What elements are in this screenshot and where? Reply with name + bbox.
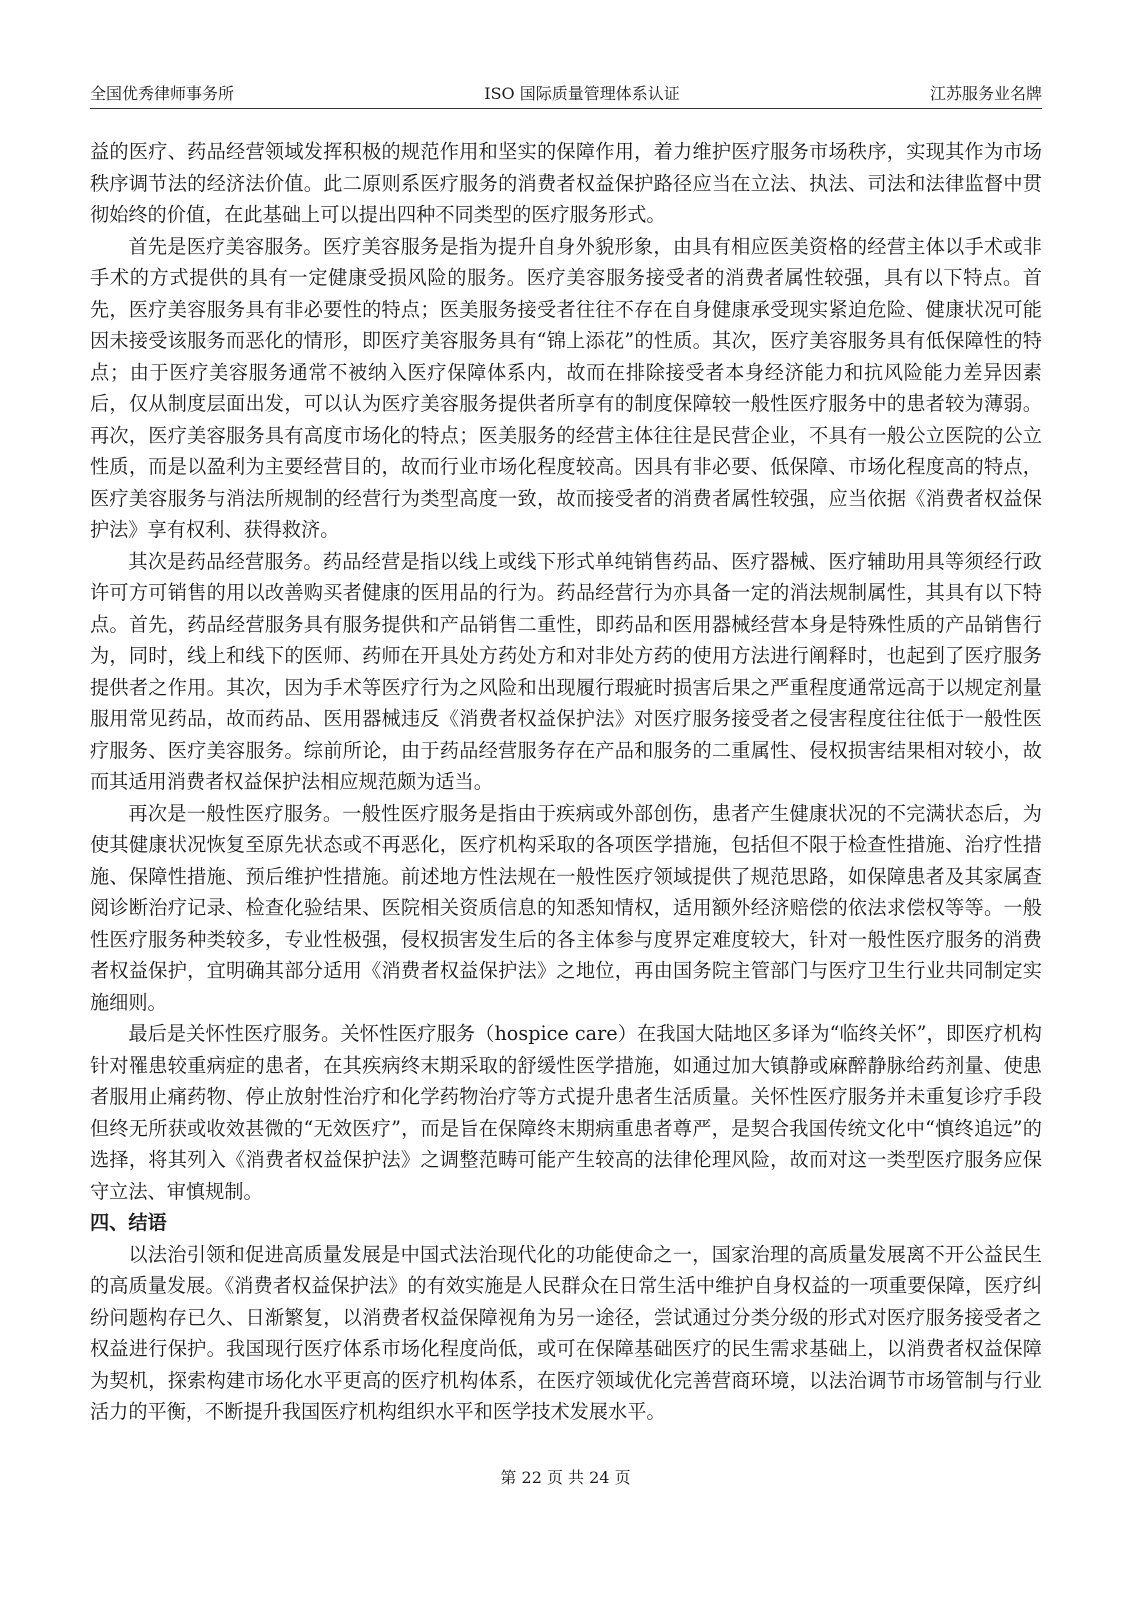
page-header <box>90 78 1042 109</box>
page-number: 第 22 页 共 24 页 <box>500 1468 631 1487</box>
section-heading-conclusion: 四、结语 <box>90 1211 167 1234</box>
paragraph-conclusion: 以法治引领和促进高质量发展是中国式法治现代化的功能使命之一，国家治理的高质量发展离不开公益民生的高质量发展。《消费者权益保护法》的有效实施是人民群众在日常生活中维护自身权益的一项重要保障，医疗纠纷问题构存已久、日渐繁复，以消费者权益保障视角为另一途径，尝试通过分类分级的形式对医疗服务接受者之权益进行保护。我国现行医疗体系市场化程度尚低，或可在保障基础医疗的民生需求基础上，以消费者权益保障为契机，探索构建市场化水平更高的医疗机构体系，在医疗领域优化完善营商环境，以法治调节市场管制与行业活力的平衡，不断提升我国医疗机构组织水平和医学技术发展水平。 <box>90 1242 1042 1423</box>
paragraph-medical-beauty: 首先是医疗美容服务。医疗美容服务是指为提升自身外貌形象，由具有相应医美资格的经营主体以手术或非手术的方式提供的具有一定健康受损风险的服务。医疗美容服务接受者的消费者属性较强，具有以下特点。首先，医疗美容服务具有非必要性的特点；医美服务接受者往往不存在自身健康承受现实紧迫危险、健康状况可能因未接受该服务而恶化的情形，即医疗美容服务具有“锦上添花”的性质。其次，医疗美容服务具有低保障性的特点；由于医疗美容服务通常不被纳入医疗保障体系内，故而在排除接受者本身经济能力和抗风险能力差异因素后，仅从制度层面出发，可以认为医疗美容服务提供者所享有的制度保障较一般性医疗服务中的患者较为薄弱。再次，医疗美容服务具有高度市场化的特点；医美服务的经营主体往往是民营企业，不具有一般公立医院的公立性质，而是以盈利为主要经营目的，故而行业市场化程度较高。因具有非必要、低保障、市场化程度高的特点，医疗美容服务与消法所规制的经营行为类型高度一致，故而接受者的消费者属性较强，应当依据《消费者权益保护法》享有权利、获得救济。 <box>90 234 1042 541</box>
paragraph-general-medical: 再次是一般性医疗服务。一般性医疗服务是指由于疾病或外部创伤，患者产生健康状况的不完满状态后，为使其健康状况恢复至原先状态或不再恶化，医疗机构采取的各项医学措施，包括但不限于检查性措施、治疗性措施、保障性措施、预后维护性措施。前述地方性法规在一般性医疗领域提供了规范思路，如保障患者及其家属查阅诊断治疗记录、检查化验结果、医院相关资质信息的知悉知情权，适用额外经济赔偿的依法求偿权等等。一般性医疗服务种类较多，专业性极强，侵权损害发生后的各主体参与度界定难度较大，针对一般性医疗服务的消费者权益保护，宜明确其部分适用《消费者权益保护法》之地位，再由国务院主管部门与医疗卫生行业共同制定实施细则。 <box>90 801 1042 1014</box>
paragraph-hospice-care: 最后是关怀性医疗服务。关怀性医疗服务（hospice care）在我国大陆地区多译为“临终关怀”，即医疗机构针对罹患较重病症的患者，在其疾病终末期采取的舒缓性医学措施，如通过加大镇静或麻醉静脉给药剂量、使患者服用止痛药物、停止放射性治疗和化学药物治疗等方式提升患者生活质量。关怀性医疗服务并未重复诊疗手段但终无所获或收效甚微的“无效医疗”，而是旨在保障终末期病重患者尊严，是契合我国传统文化中“慎终追远”的选择，将其列入《消费者权益保护法》之调整范畴可能产生较高的法律伦理风险，故而对这一类型医疗服务应保守立法、审慎规制。 <box>90 1022 1042 1203</box>
page-body <box>90 136 1042 1428</box>
header-center: ISO 国际质量管理体系认证 <box>484 84 680 103</box>
paragraph-drug-business: 其次是药品经营服务。药品经营是指以线上或线下形式单纯销售药品、医疗器械、医疗辅助用具等须经行政许可方可销售的用以改善购买者健康的医用品的行为。药品经营行为亦具备一定的消法规制属性，其具有以下特点。首先，药品经营服务具有服务提供和产品销售二重性，即药品和医用器械经营本身是特殊性质的产品销售行为，同时，线上和线下的医师、药师在开具处方药处方和对非处方药的使用方法进行阐释时，也起到了医疗服务提供者之作用。其次，因为手术等医疗行为之风险和出现履行瑕疵时损害后果之严重程度通常远高于以规定剂量服用常见药品，故而药品、医用器械违反《消费者权益保护法》对医疗服务接受者之侵害程度往往低于一般性医疗服务、医疗美容服务。综前所论，由于药品经营服务存在产品和服务的二重属性、侵权损害结果相对较小，故而其适用消费者权益保护法相应规范颇为适当。 <box>90 549 1042 793</box>
header-right: 江苏服务业名牌 <box>929 84 1042 103</box>
paragraph-continued: 益的医疗、药品经营领域发挥积极的规范作用和坚实的保障作用，着力维护医疗服务市场秩序，实现其作为市场秩序调节法的经济法价值。此二原则系医疗服务的消费者权益保护路径应当在立法、执法、司法和法律监督中贯彻始终的价值，在此基础上可以提出四种不同类型的医疗服务形式。 <box>90 140 1042 226</box>
header-left: 全国优秀律师事务所 <box>90 84 235 103</box>
